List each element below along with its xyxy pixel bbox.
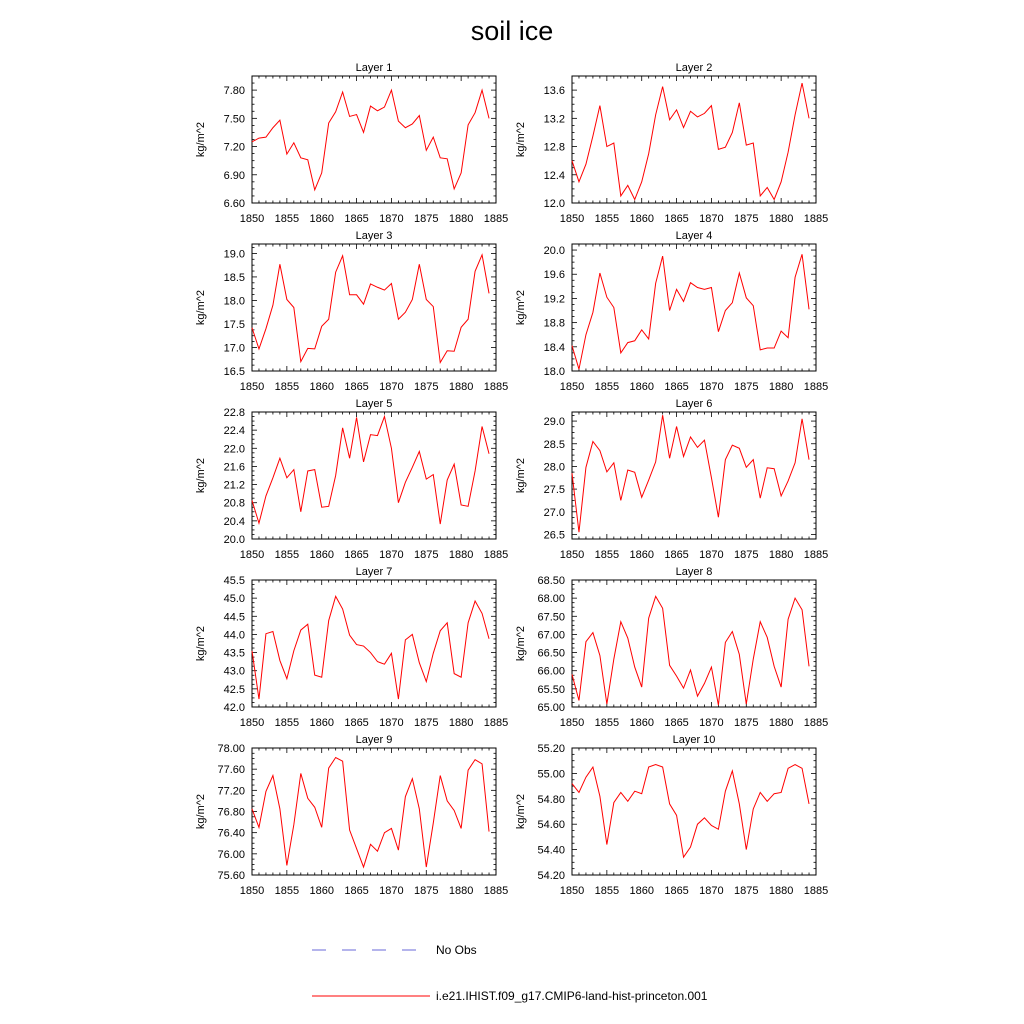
panel-title: Layer 4 — [675, 230, 713, 242]
y-tick-label: 68.50 — [537, 575, 565, 587]
plot-frame — [572, 412, 816, 539]
y-tick-label: 29.0 — [543, 416, 565, 429]
x-tick-label: 1860 — [629, 717, 654, 729]
x-tick-label: 1860 — [309, 549, 334, 561]
y-tick-label: 7.20 — [223, 141, 245, 154]
x-tick-label: 1860 — [309, 717, 334, 729]
x-tick-label: 1860 — [629, 381, 654, 393]
x-tick-label: 1880 — [768, 885, 794, 897]
x-tick-label: 1870 — [699, 549, 724, 561]
panel-8 — [515, 566, 828, 729]
series-line — [572, 83, 809, 199]
plot-frame — [572, 580, 816, 707]
x-tick-label: 1855 — [594, 549, 620, 561]
series-line — [252, 90, 489, 190]
x-tick-label: 1855 — [594, 381, 620, 393]
x-tick-label: 1860 — [629, 549, 654, 561]
panel-7 — [195, 566, 508, 729]
panel-9 — [195, 734, 508, 897]
x-tick-label: 1860 — [629, 213, 654, 225]
y-axis-label: kg/m^2 — [195, 793, 207, 830]
y-tick-label: 54.20 — [537, 870, 565, 882]
y-tick-label: 28.0 — [543, 461, 565, 474]
y-axis-label: kg/m^2 — [515, 121, 527, 158]
x-tick-label: 1850 — [239, 549, 265, 561]
x-tick-label: 1865 — [344, 549, 369, 561]
x-tick-label: 1870 — [699, 381, 724, 393]
y-tick-label: 19.0 — [223, 248, 245, 261]
y-tick-label: 21.2 — [223, 479, 245, 492]
y-tick-label: 26.5 — [543, 529, 565, 542]
y-tick-label: 65.00 — [537, 702, 565, 714]
x-tick-label: 1875 — [734, 549, 759, 561]
y-tick-label: 66.00 — [537, 665, 565, 678]
x-tick-label: 1870 — [379, 717, 404, 729]
x-tick-label: 1880 — [448, 885, 474, 897]
series-line — [572, 415, 809, 532]
x-tick-label: 1885 — [483, 549, 509, 561]
x-tick-label: 1865 — [664, 381, 689, 393]
y-tick-label: 16.5 — [223, 366, 245, 378]
y-axis-label: kg/m^2 — [195, 457, 207, 494]
series-line — [252, 417, 489, 524]
y-axis-label: kg/m^2 — [195, 121, 207, 158]
panel-2 — [515, 62, 828, 225]
panel-title: Layer 10 — [672, 734, 716, 746]
y-tick-label: 66.50 — [537, 647, 565, 660]
x-tick-label: 1885 — [803, 381, 829, 393]
y-tick-label: 12.4 — [543, 169, 565, 182]
x-tick-label: 1865 — [344, 213, 369, 225]
panel-1 — [195, 62, 508, 225]
x-tick-label: 1880 — [768, 717, 794, 729]
series-line — [572, 596, 809, 705]
y-tick-label: 18.0 — [543, 366, 565, 378]
x-tick-label: 1850 — [239, 885, 265, 897]
x-tick-label: 1875 — [734, 213, 759, 225]
x-tick-label: 1855 — [594, 213, 620, 225]
y-tick-label: 6.90 — [223, 169, 245, 182]
y-tick-label: 45.0 — [223, 593, 245, 606]
x-tick-label: 1865 — [344, 717, 369, 729]
y-axis-label: kg/m^2 — [515, 289, 527, 326]
series-line — [252, 255, 489, 363]
y-tick-label: 17.5 — [223, 318, 245, 331]
panel-title: Layer 9 — [355, 734, 393, 746]
panel-3 — [195, 230, 508, 393]
x-tick-label: 1880 — [768, 213, 794, 225]
y-tick-label: 6.60 — [223, 198, 245, 210]
x-tick-label: 1850 — [239, 381, 265, 393]
x-tick-label: 1855 — [274, 717, 300, 729]
y-tick-label: 27.0 — [543, 506, 565, 519]
y-tick-label: 76.40 — [217, 827, 245, 840]
y-tick-label: 44.0 — [223, 629, 245, 642]
x-tick-label: 1865 — [664, 549, 689, 561]
x-tick-label: 1855 — [594, 885, 620, 897]
y-tick-label: 28.5 — [543, 438, 565, 451]
x-tick-label: 1875 — [414, 885, 439, 897]
x-tick-label: 1850 — [239, 213, 265, 225]
series-line — [572, 254, 809, 369]
x-tick-label: 1885 — [483, 213, 509, 225]
x-tick-label: 1850 — [239, 717, 265, 729]
y-tick-label: 77.20 — [217, 785, 245, 798]
x-tick-label: 1870 — [699, 213, 724, 225]
y-tick-label: 22.8 — [223, 407, 245, 419]
x-tick-label: 1875 — [414, 213, 439, 225]
plot-frame — [572, 76, 816, 203]
y-tick-label: 21.6 — [223, 461, 245, 474]
x-tick-label: 1850 — [559, 213, 585, 225]
x-tick-label: 1880 — [448, 549, 474, 561]
x-tick-label: 1855 — [274, 213, 300, 225]
plot-frame — [572, 748, 816, 875]
x-tick-label: 1865 — [664, 885, 689, 897]
x-tick-label: 1865 — [664, 213, 689, 225]
y-tick-label: 68.00 — [537, 593, 565, 606]
y-tick-label: 20.0 — [223, 534, 245, 546]
y-tick-label: 77.60 — [217, 764, 245, 777]
panel-title: Layer 8 — [675, 566, 713, 578]
x-tick-label: 1885 — [803, 213, 829, 225]
x-tick-label: 1880 — [768, 381, 794, 393]
x-tick-label: 1870 — [699, 885, 724, 897]
x-tick-label: 1860 — [309, 381, 334, 393]
x-tick-label: 1880 — [448, 213, 474, 225]
y-axis-label: kg/m^2 — [195, 289, 207, 326]
x-tick-label: 1855 — [594, 717, 620, 729]
panel-4 — [515, 230, 828, 393]
panel-10 — [515, 734, 828, 897]
y-tick-label: 22.0 — [223, 443, 245, 456]
y-tick-label: 54.80 — [537, 793, 565, 806]
x-tick-label: 1865 — [344, 381, 369, 393]
x-tick-label: 1880 — [448, 381, 474, 393]
y-tick-label: 18.4 — [543, 341, 565, 354]
x-tick-label: 1850 — [559, 549, 585, 561]
x-tick-label: 1885 — [803, 885, 829, 897]
x-tick-label: 1865 — [344, 885, 369, 897]
panel-title: Layer 1 — [355, 62, 393, 74]
y-tick-label: 18.0 — [223, 295, 245, 308]
panel-title: Layer 3 — [355, 230, 393, 242]
y-tick-label: 12.8 — [543, 141, 565, 154]
y-tick-label: 18.8 — [543, 317, 565, 330]
x-tick-label: 1880 — [768, 549, 794, 561]
y-tick-label: 76.00 — [217, 848, 245, 861]
x-tick-label: 1860 — [629, 885, 654, 897]
series-line — [252, 596, 489, 699]
x-tick-label: 1860 — [309, 885, 334, 897]
y-tick-label: 13.6 — [543, 85, 565, 98]
x-tick-label: 1870 — [379, 213, 404, 225]
page-title: soil ice — [470, 16, 554, 46]
series-line — [572, 765, 809, 858]
y-tick-label: 19.6 — [543, 269, 565, 282]
y-tick-label: 19.2 — [543, 293, 565, 306]
y-tick-label: 13.2 — [543, 113, 565, 126]
panel-title: Layer 7 — [355, 566, 393, 578]
y-tick-label: 65.50 — [537, 683, 565, 696]
x-tick-label: 1885 — [483, 381, 509, 393]
y-tick-label: 54.60 — [537, 819, 565, 832]
x-tick-label: 1855 — [274, 885, 300, 897]
legend-obs-label: No Obs — [436, 943, 477, 957]
y-tick-label: 54.40 — [537, 844, 565, 857]
y-tick-label: 7.50 — [223, 113, 245, 126]
x-tick-label: 1875 — [414, 381, 439, 393]
y-tick-label: 22.4 — [223, 425, 245, 438]
x-tick-label: 1870 — [379, 381, 404, 393]
x-tick-label: 1855 — [274, 549, 300, 561]
x-tick-label: 1885 — [803, 549, 829, 561]
plot-frame — [252, 76, 496, 203]
y-tick-label: 44.5 — [223, 611, 245, 624]
y-tick-label: 55.00 — [537, 768, 565, 781]
x-tick-label: 1885 — [483, 717, 509, 729]
panel-title: Layer 6 — [675, 398, 713, 410]
y-tick-label: 20.0 — [543, 245, 565, 258]
x-tick-label: 1885 — [803, 717, 829, 729]
y-tick-label: 76.80 — [217, 806, 245, 819]
x-tick-label: 1880 — [448, 717, 474, 729]
y-tick-label: 43.5 — [223, 647, 245, 660]
y-tick-label: 67.50 — [537, 611, 565, 624]
x-tick-label: 1885 — [483, 885, 509, 897]
x-tick-label: 1875 — [734, 381, 759, 393]
x-tick-label: 1850 — [559, 885, 585, 897]
y-tick-label: 75.60 — [217, 870, 245, 882]
y-tick-label: 55.20 — [537, 743, 565, 755]
legend-model-label: i.e21.IHIST.f09_g17.CMIP6-land-hist-princeton.001 — [436, 989, 708, 1003]
x-tick-label: 1875 — [734, 885, 759, 897]
y-axis-label: kg/m^2 — [515, 793, 527, 830]
y-axis-label: kg/m^2 — [515, 625, 527, 662]
x-tick-label: 1850 — [559, 381, 585, 393]
y-tick-label: 27.5 — [543, 484, 565, 497]
series-line — [252, 758, 489, 868]
y-tick-label: 43.0 — [223, 665, 245, 678]
plot-frame — [252, 580, 496, 707]
y-tick-label: 42.0 — [223, 702, 245, 714]
y-tick-label: 20.4 — [223, 515, 245, 528]
panel-6 — [515, 398, 828, 561]
x-tick-label: 1870 — [699, 717, 724, 729]
y-tick-label: 42.5 — [223, 683, 245, 696]
y-tick-label: 67.00 — [537, 629, 565, 642]
panel-title: Layer 2 — [675, 62, 713, 74]
y-tick-label: 12.0 — [543, 198, 565, 210]
y-tick-label: 7.80 — [223, 85, 245, 98]
y-tick-label: 45.5 — [223, 575, 245, 587]
y-tick-label: 78.00 — [217, 743, 245, 755]
x-tick-label: 1875 — [414, 549, 439, 561]
plot-frame — [572, 244, 816, 371]
x-tick-label: 1870 — [379, 549, 404, 561]
y-tick-label: 20.8 — [223, 497, 245, 510]
panel-5 — [195, 398, 508, 561]
x-tick-label: 1850 — [559, 717, 585, 729]
x-tick-label: 1875 — [414, 717, 439, 729]
x-tick-label: 1870 — [379, 885, 404, 897]
plot-frame — [252, 244, 496, 371]
y-tick-label: 18.5 — [223, 271, 245, 284]
y-axis-label: kg/m^2 — [515, 457, 527, 494]
x-tick-label: 1855 — [274, 381, 300, 393]
x-tick-label: 1860 — [309, 213, 334, 225]
panel-title: Layer 5 — [355, 398, 393, 410]
y-tick-label: 17.0 — [223, 342, 245, 355]
x-tick-label: 1865 — [664, 717, 689, 729]
y-axis-label: kg/m^2 — [195, 625, 207, 662]
x-tick-label: 1875 — [734, 717, 759, 729]
